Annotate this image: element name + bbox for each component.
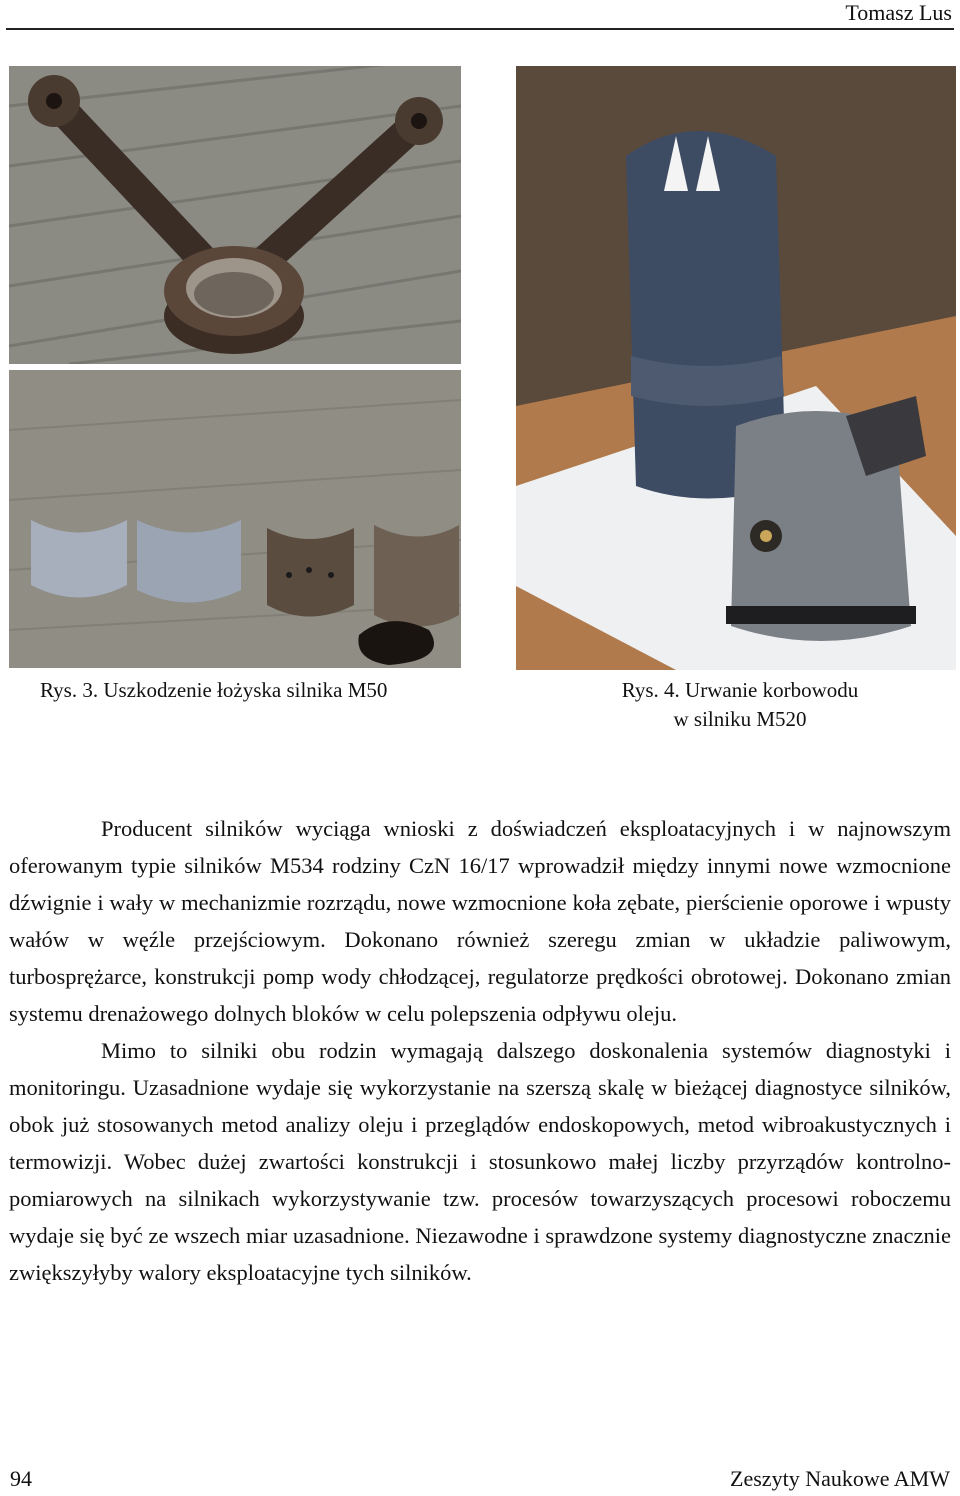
page-number: 94 [10, 1466, 32, 1491]
bearing-shells-photo [9, 370, 461, 668]
header-rule [6, 28, 954, 30]
broken-piston-photo [516, 66, 956, 670]
body-paragraph-1: Producent silników wyciąga wnioski z doświadczeń eksploatacyjnych i w najnowszym oferowanym typie silników M534 rodziny CzN 16/17 wprowadził między innymi nowe wzmocnione dźwignie i wały w mechanizmie rozrządu, nowe wzmocnione koła zębate, pierścienie oporowe i wpusty wałów w węźle przejściowym. Dokonano również szeregu zmian w układzie paliwowym, turbosprężarce, konstrukcji pomp wody chłodzącej, regulatorze prędkości obrotowej. Dokonano zmian systemu drenażowego dolnych bloków w celu polepszenia odpływu oleju. [9, 816, 951, 1026]
connecting-rod-photo [9, 66, 461, 364]
body-text [9, 810, 951, 1291]
journal-name: Zeszyty Naukowe AMW [730, 1466, 950, 1491]
figure-4-caption-line-1: Rys. 4. Urwanie korbowodu [621, 678, 859, 702]
running-header-author: Tomasz Lus [845, 0, 952, 25]
figure-3-caption: Rys. 3. Uszkodzenie łożyska silnika M50 [40, 678, 388, 702]
figure-4-caption-line-2: w silniku M520 [673, 707, 807, 731]
figure-4-caption [580, 676, 900, 734]
body-paragraph-2: Mimo to silniki obu rodzin wymagają dalszego doskonalenia systemów diagnostyki i monitoringu. Uzasadnione wydaje się wykorzystanie na szerszą skalę w bieżącej diagnostyce silników, obok już stosowanych metod analizy oleju i przeglądów endoskopowych, metod wibroakustycznych i termowizji. Wobec dużej zwartości konstrukcji i stosunkowo małej liczby przyrządów kontrolno-pomiarowych na silnikach wykorzystywanie tzw. procesów towarzyszących procesowi roboczemu wydaje się być ze wszech miar uzasadnione. Niezawodne i sprawdzone systemy diagnostyczne znacznie zwiększyłyby walory eksploatacyjne tych silników. [9, 1038, 951, 1285]
